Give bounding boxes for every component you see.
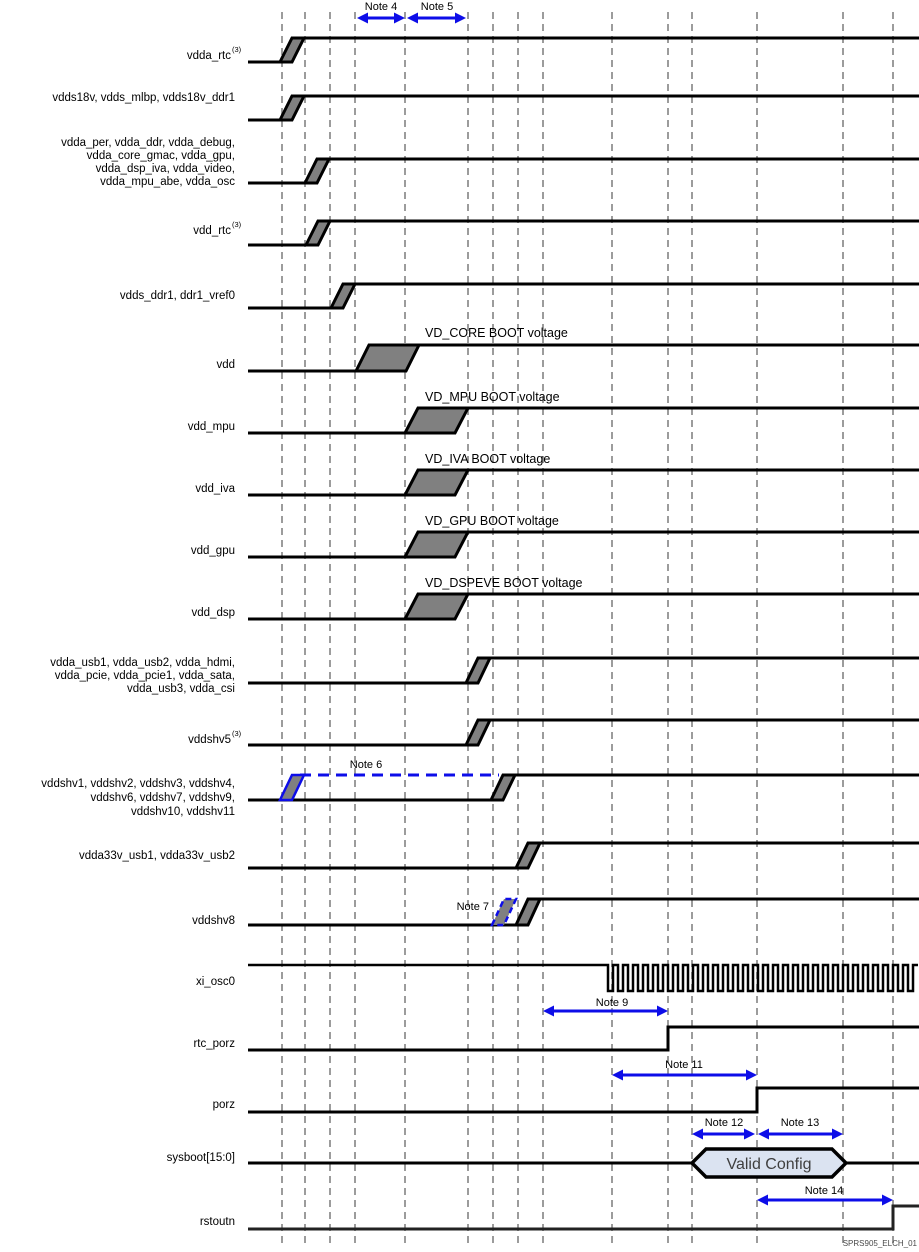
signal-label-line1: vdda_usb1, vdda_usb2, vdda_hdmi, (50, 657, 235, 669)
note11-label: Note 11 (665, 1059, 703, 1071)
signal-label: vddshv5 (188, 734, 231, 746)
figure-id-label: SPRS905_ELCH_01 (842, 1239, 917, 1248)
signal-row-vdd-gpu (191, 514, 919, 557)
signal-label: vdd_rtc (193, 225, 231, 237)
signal-label: vdds_ddr1, ddr1_vref0 (119, 290, 235, 302)
signal-label: vdd_iva (195, 483, 235, 495)
supply-ramp (331, 284, 355, 308)
signal-label: xi_osc0 (196, 976, 235, 988)
signal-row-vdd-mpu (188, 390, 919, 433)
signal-label-line3: vddshv10, vddshv11 (131, 806, 235, 818)
signal-label-superscript: (3) (232, 45, 242, 54)
signal-line (248, 1088, 919, 1112)
note4-annotation (357, 1, 405, 24)
signal-line (248, 221, 919, 245)
note7-label: Note 7 (456, 901, 489, 913)
signal-row-vddshv5 (188, 720, 919, 746)
signal-row-vdda33v (79, 843, 919, 868)
note14-arrowhead-left (757, 1195, 768, 1206)
signal-line (248, 775, 919, 800)
boot-voltage-callout: VD_CORE BOOT voltage (425, 326, 568, 340)
optional-early-ramp (280, 775, 304, 800)
note13-annotation (758, 1117, 843, 1140)
note5-arrowhead-right (455, 13, 466, 24)
note13-arrowhead-left (758, 1129, 769, 1140)
signal-label-superscript: (3) (232, 220, 242, 229)
signal-row-vdda-rtc (187, 38, 919, 62)
note9-arrowhead-left (543, 1006, 554, 1017)
signal-label: vdd_mpu (187, 421, 235, 433)
boot-voltage-callout: VD_MPU BOOT voltage (425, 390, 560, 404)
boot-voltage-callout: VD_DSPEVE BOOT voltage (425, 576, 583, 590)
supply-ramp (466, 658, 490, 683)
signal-line (248, 720, 919, 745)
note6-label: Note 6 (349, 759, 383, 771)
note12-arrowhead-left (692, 1129, 703, 1140)
supply-ramp (306, 221, 330, 245)
signal-line (248, 1027, 919, 1050)
signal-row-vdds-ddr1 (120, 284, 919, 308)
signal-row-vdd-rtc (193, 220, 919, 245)
signal-line (248, 843, 919, 868)
boot-voltage-callout: VD_IVA BOOT voltage (425, 452, 551, 466)
signal-line (248, 159, 919, 183)
signal-label: rstoutn (199, 1216, 235, 1228)
supply-ramp (405, 594, 468, 619)
signal-row-porz (213, 1088, 919, 1112)
signal-label: vdds18v, vdds_mlbp, vdds18v_ddr1 (52, 92, 235, 104)
supply-ramp (356, 345, 419, 371)
signal-row-vddshv8 (192, 899, 919, 927)
clock-waveform (248, 965, 918, 991)
signal-label: vddshv8 (192, 915, 235, 927)
supply-ramp (516, 899, 540, 925)
supply-ramp (405, 532, 468, 557)
signal-label: vdda33v_usb1, vdda33v_usb2 (78, 850, 235, 862)
note13-arrowhead-right (832, 1129, 843, 1140)
note5-arrowhead-left (407, 13, 418, 24)
signal-label-line3: vdda_dsp_iva, vdda_video, (95, 163, 235, 175)
signal-label-line2: vdda_core_gmac, vdda_gpu, (86, 150, 235, 162)
note5-label: Note 5 (420, 1, 454, 13)
note13-label: Note 13 (780, 1117, 820, 1129)
signal-label-line1: vdda_per, vdda_ddr, vdda_debug, (61, 137, 235, 149)
note11-annotation (612, 1059, 757, 1081)
signal-line (248, 658, 919, 683)
note9-label: Note 9 (595, 997, 629, 1009)
note9-annotation (543, 997, 668, 1017)
signal-row-rstoutn (200, 1206, 919, 1229)
signal-line (248, 345, 919, 371)
supply-ramp (280, 96, 304, 120)
supply-ramp (305, 159, 329, 183)
note4-arrowhead-right (394, 13, 405, 24)
signal-row-vdda-analog (61, 137, 919, 188)
signal-label-line2: vdda_pcie, vdda_pcie1, vdda_sata, (54, 670, 235, 682)
note12-label: Note 12 (704, 1117, 744, 1129)
note5-annotation (407, 1, 466, 24)
signal-label-line3: vdda_usb3, vdda_csi (126, 683, 235, 695)
signal-row-vdd-iva (195, 452, 919, 495)
boot-voltage-callout: VD_GPU BOOT voltage (425, 514, 559, 528)
note4-arrowhead-left (357, 13, 368, 24)
signal-line (248, 470, 919, 495)
supply-ramp (405, 470, 468, 495)
signal-row-vdda-usb (50, 657, 919, 695)
signal-line (248, 532, 919, 557)
signal-row-vdd (216, 326, 919, 371)
note9-arrowhead-right (657, 1006, 668, 1017)
signal-label: sysboot[15:0] (166, 1152, 235, 1164)
signal-label-line1: vddshv1, vddshv2, vddshv3, vddshv4, (41, 778, 235, 790)
signal-line (248, 38, 919, 62)
signal-row-vdds18v (52, 92, 919, 120)
signal-label-line4: vdda_mpu_abe, vdda_osc (100, 176, 235, 188)
signal-label: vdd_gpu (190, 545, 235, 557)
signal-line (248, 594, 919, 619)
signal-line (248, 408, 919, 433)
signal-line (248, 899, 919, 925)
signal-label-line2: vddshv6, vddshv7, vddshv9, (90, 792, 235, 804)
signal-row-vddshv-group (41, 759, 919, 818)
note12-arrowhead-right (744, 1129, 755, 1140)
signal-line (248, 1206, 919, 1229)
note4-label: Note 4 (364, 1, 398, 13)
signal-label: vdd_dsp (191, 607, 235, 619)
note14-annotation (757, 1185, 893, 1206)
signal-label: vdd (216, 359, 235, 371)
signal-row-vdd-dsp (192, 576, 919, 619)
signal-label: vdda_rtc (186, 50, 231, 62)
supply-ramp (466, 720, 490, 745)
note12-annotation (692, 1117, 755, 1140)
valid-config-label: Valid Config (726, 1156, 812, 1173)
optional-early-ramp (492, 899, 516, 925)
supply-ramp (516, 843, 540, 868)
signal-label: rtc_porz (193, 1038, 235, 1050)
signal-label: porz (212, 1099, 235, 1111)
supply-ramp (491, 775, 515, 800)
signal-line (248, 96, 919, 120)
signal-label-superscript: (3) (232, 729, 242, 738)
note14-label: Note 14 (804, 1185, 844, 1197)
supply-ramp (405, 408, 468, 433)
supply-ramp (280, 38, 304, 62)
note11-arrowhead-left (612, 1070, 623, 1081)
signal-row-rtc-porz (193, 1027, 919, 1050)
gridlines (282, 12, 893, 1248)
note14-arrowhead-right (882, 1195, 893, 1206)
note11-arrowhead-right (746, 1070, 757, 1081)
